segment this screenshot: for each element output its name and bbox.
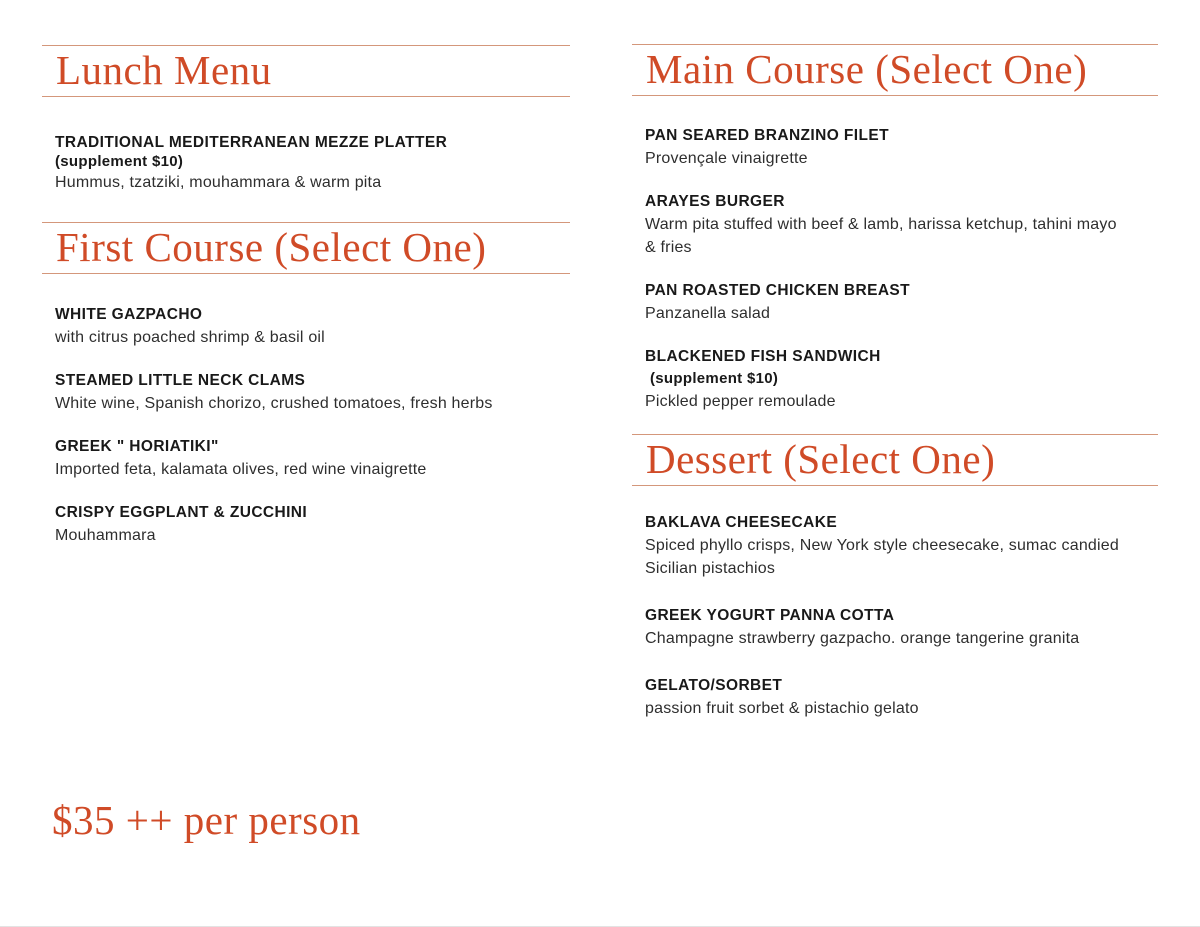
item-description: with citrus poached shrimp & basil oil xyxy=(55,329,325,346)
dessert-items xyxy=(632,512,1158,720)
item-supplement: (supplement $10) xyxy=(55,153,184,170)
item-name: ARAYES BURGER xyxy=(645,193,785,210)
item-description: Imported feta, kalamata olives, red wine vinaigrette xyxy=(55,461,427,478)
menu-item-greek-horiatiki xyxy=(42,436,570,481)
menu-item-mezze-platter xyxy=(42,133,570,194)
main-course-items xyxy=(632,125,1158,413)
section-heading: Main Course (Select One) xyxy=(646,46,1088,92)
menu-item-gelato-sorbet xyxy=(632,675,1158,720)
item-description: Spiced phyllo crisps, New York style cheesecake, sumac candied Sicilian pistachios xyxy=(645,537,1119,577)
item-description: Warm pita stuffed with beef & lamb, harissa ketchup, tahini mayo & fries xyxy=(645,216,1117,256)
item-description: Champagne strawberry gazpacho. orange tangerine granita xyxy=(645,630,1080,647)
item-description: Provençale vinaigrette xyxy=(645,150,808,167)
price-note: $35 ++ per person xyxy=(52,797,361,843)
item-description: Hummus, tzatziki, mouhammara & warm pita xyxy=(55,174,382,191)
menu-item-branzino xyxy=(632,125,1158,170)
item-name: PAN ROASTED CHICKEN BREAST xyxy=(645,282,911,299)
section-heading: Dessert (Select One) xyxy=(646,436,996,482)
page-title: Lunch Menu xyxy=(56,47,272,93)
left-column xyxy=(42,0,570,568)
menu-item-roasted-chicken xyxy=(632,280,1158,325)
menu-item-little-neck-clams xyxy=(42,370,570,415)
menu-item-baklava-cheesecake xyxy=(632,512,1158,580)
section-header-dessert xyxy=(632,434,1158,486)
item-name: BAKLAVA CHEESECAKE xyxy=(645,514,838,531)
item-name: BLACKENED FISH SANDWICH xyxy=(645,348,881,365)
section-heading: First Course (Select One) xyxy=(56,224,487,270)
first-course-items xyxy=(42,304,570,547)
item-description: passion fruit sorbet & pistachio gelato xyxy=(645,700,919,717)
item-name: TRADITIONAL MEDITERRANEAN MEZZE PLATTER xyxy=(55,134,448,151)
item-description: Panzanella salad xyxy=(645,305,771,322)
menu-item-white-gazpacho xyxy=(42,304,570,349)
menu-item-panna-cotta xyxy=(632,605,1158,650)
menu-item-arayes-burger xyxy=(632,191,1158,259)
section-header-main-course xyxy=(632,44,1158,96)
item-description: White wine, Spanish chorizo, crushed tomatoes, fresh herbs xyxy=(55,395,493,412)
item-description: Mouhammara xyxy=(55,527,156,544)
item-name: CRISPY EGGPLANT & ZUCCHINI xyxy=(55,504,308,521)
item-name: STEAMED LITTLE NECK CLAMS xyxy=(55,372,306,389)
menu-title-header xyxy=(42,45,570,97)
item-name: GREEK YOGURT PANNA COTTA xyxy=(645,607,895,624)
menu-item-blackened-fish xyxy=(632,346,1158,413)
right-column xyxy=(632,0,1158,745)
item-name: WHITE GAZPACHO xyxy=(55,306,203,323)
menu-item-crispy-eggplant xyxy=(42,502,570,547)
item-name: PAN SEARED BRANZINO FILET xyxy=(645,127,889,144)
item-description: Pickled pepper remoulade xyxy=(645,393,836,410)
item-name: GREEK " HORIATIKI" xyxy=(55,438,219,455)
item-supplement: (supplement $10) xyxy=(650,370,779,387)
section-header-first-course xyxy=(42,222,570,274)
item-name: GELATO/SORBET xyxy=(645,677,783,694)
